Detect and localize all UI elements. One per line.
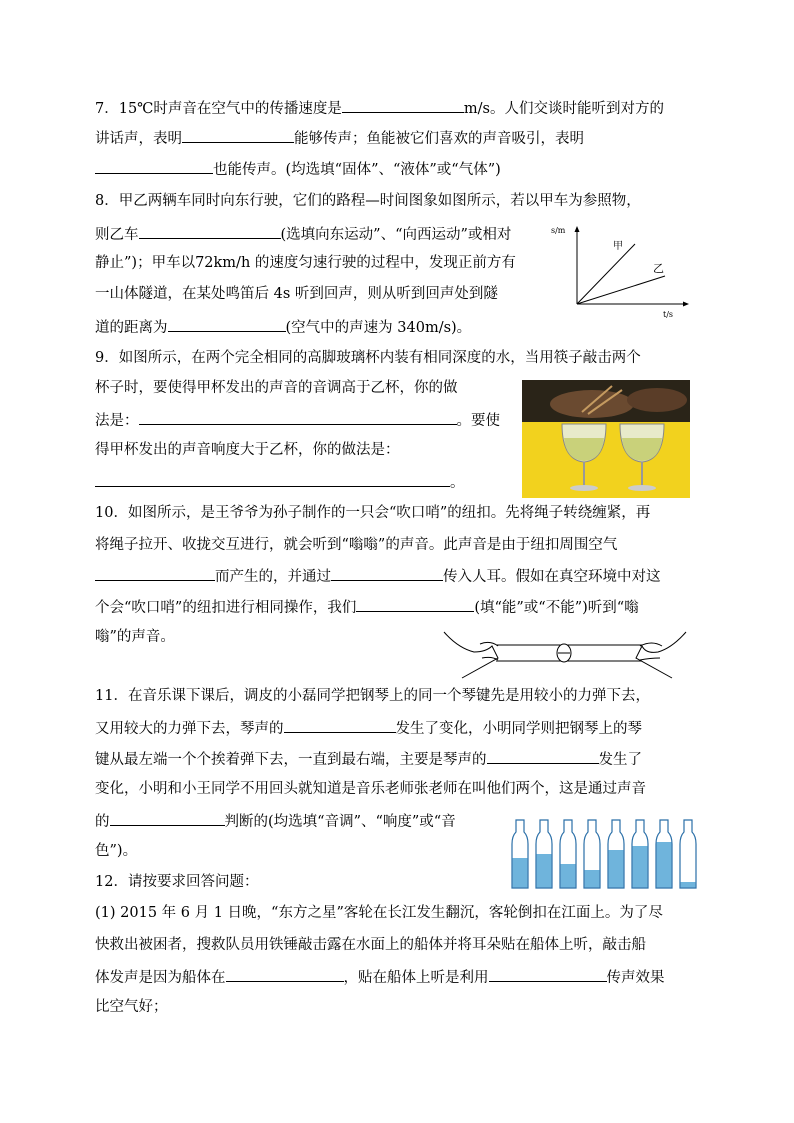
water-bottles-figure	[508, 818, 698, 890]
q9-line3: 法是： 。要使	[95, 409, 500, 431]
answer-blank[interactable]	[139, 409, 457, 425]
q12-line2: (1) 2015 年 6 月 1 日晚，“东方之星”客轮在长江发生翻沉，客轮倒扣在江面上。为了尽	[95, 905, 663, 921]
bottle-2	[536, 820, 552, 888]
bottle-4	[584, 820, 600, 888]
bottle-8	[680, 820, 696, 888]
graph-xlabel: t/s	[663, 310, 674, 319]
bottle-1	[512, 820, 528, 888]
answer-blank[interactable]	[139, 223, 281, 239]
q10-line3: 而产生的，并通过 传入人耳。假如在真空环境中对这	[95, 565, 661, 587]
q11-line6: 色”)。	[95, 843, 138, 859]
q10-line4: 个会“吹口哨”的纽扣进行相同操作，我们 (填“能”或“不能”)听到“嗡	[95, 596, 639, 618]
answer-blank[interactable]	[342, 97, 464, 113]
q11-line1: 11．在音乐课下课后，调皮的小磊同学把钢琴上的同一个琴键先是用较小的力弹下去，	[95, 688, 650, 704]
q8-line5: 道的距离为 (空气中的声速为 340m/s)。	[95, 316, 471, 338]
q8-line4: 一山体隧道，在某处鸣笛后 4s 听到回声，则从听到回声处到隧	[95, 286, 498, 302]
answer-blank[interactable]	[182, 127, 294, 143]
q8-line1: 8．甲乙两辆车同时向东行驶，它们的路程—时间图象如图所示，若以甲车为参照物，	[95, 193, 641, 209]
q7-line2: 讲话声，表明 能够传声；鱼能被它们喜欢的声音吸引，表明	[95, 127, 584, 149]
answer-blank[interactable]	[95, 471, 450, 487]
q12-line4: 体发声是因为船体在 ，贴在船体上听是利用 传声效果	[95, 966, 665, 988]
answer-blank[interactable]	[489, 966, 607, 982]
q7-line3: 也能传声。(均选填“固体”、“液体”或“气体”)	[95, 158, 501, 180]
q12-line3: 快救出被困者，搜救队员用铁锤敲击露在水面上的船体并将耳朵贴在船体上听，敲击船	[95, 937, 646, 953]
answer-blank[interactable]	[95, 565, 215, 581]
q11-line4: 变化，小明和小王同学不用回头就知道是音乐老师张老师在叫他们两个，这是通过声音	[95, 781, 646, 797]
answer-blank[interactable]	[95, 158, 213, 174]
q12-line5: 比空气好；	[95, 999, 168, 1015]
q9-line1: 9．如图所示，在两个完全相同的高脚玻璃杯内装有相同深度的水，当用筷子敲击两个	[95, 350, 641, 366]
q8-line2: 则乙车 (选填向东运动”、“向西运动”或相对	[95, 223, 511, 245]
answer-blank[interactable]	[356, 596, 474, 612]
q8-line3: 静止”)；甲车以72km/h 的速度匀速行驶的过程中，发现正前方有	[95, 255, 516, 271]
answer-blank[interactable]	[487, 748, 599, 764]
s-t-graph	[545, 222, 695, 322]
bottle-5	[608, 820, 624, 888]
q7-line1: 7．15℃时声音在空气中的传播速度是 m/s。人们交谈时能听到对方的	[95, 97, 664, 119]
q11-line3: 键从最左端一个个挨着弹下去，一直到最右端，主要是琴声的 发生了	[95, 748, 642, 770]
q9-line2: 杯子时，要使得甲杯发出的声音的音调高于乙杯，你的做	[95, 380, 458, 396]
q10-line5: 嗡”的声音。	[95, 629, 175, 645]
bottle-6	[632, 820, 648, 888]
bottle-7	[656, 820, 672, 888]
graph-label-jia: 甲	[613, 241, 623, 252]
graph-label-yi: 乙	[653, 262, 664, 275]
graph-ylabel: s/m	[551, 226, 566, 235]
q12-line1: 12．请按要求回答问题：	[95, 874, 259, 890]
bottle-3	[560, 820, 576, 888]
q11-line5: 的 判断的(均选填“音调”、“响度”或“音	[95, 810, 456, 832]
q10-line2: 将绳子拉开、收拢交互进行，就会听到“嗡嗡”的声音。此声音是由于纽扣周围空气	[95, 537, 618, 553]
q9-line4: 得甲杯发出的声音响度大于乙杯，你的做法是：	[95, 442, 400, 458]
answer-blank[interactable]	[226, 966, 344, 982]
answer-blank[interactable]	[284, 717, 396, 733]
answer-blank[interactable]	[110, 810, 225, 826]
button-whistle-figure	[440, 628, 690, 684]
answer-blank[interactable]	[331, 565, 443, 581]
q11-line2: 又用较大的力弹下去，琴声的 发生了变化，小明同学则把钢琴上的琴	[95, 717, 642, 739]
wine-glasses-photo	[522, 380, 690, 498]
q10-line1: 10．如图所示，是王爷爷为孙子制作的一只会“吹口哨”的纽扣。先将绳子转绕缠紧，再	[95, 505, 651, 521]
answer-blank[interactable]	[168, 316, 286, 332]
q9-line5: 。	[95, 471, 465, 493]
